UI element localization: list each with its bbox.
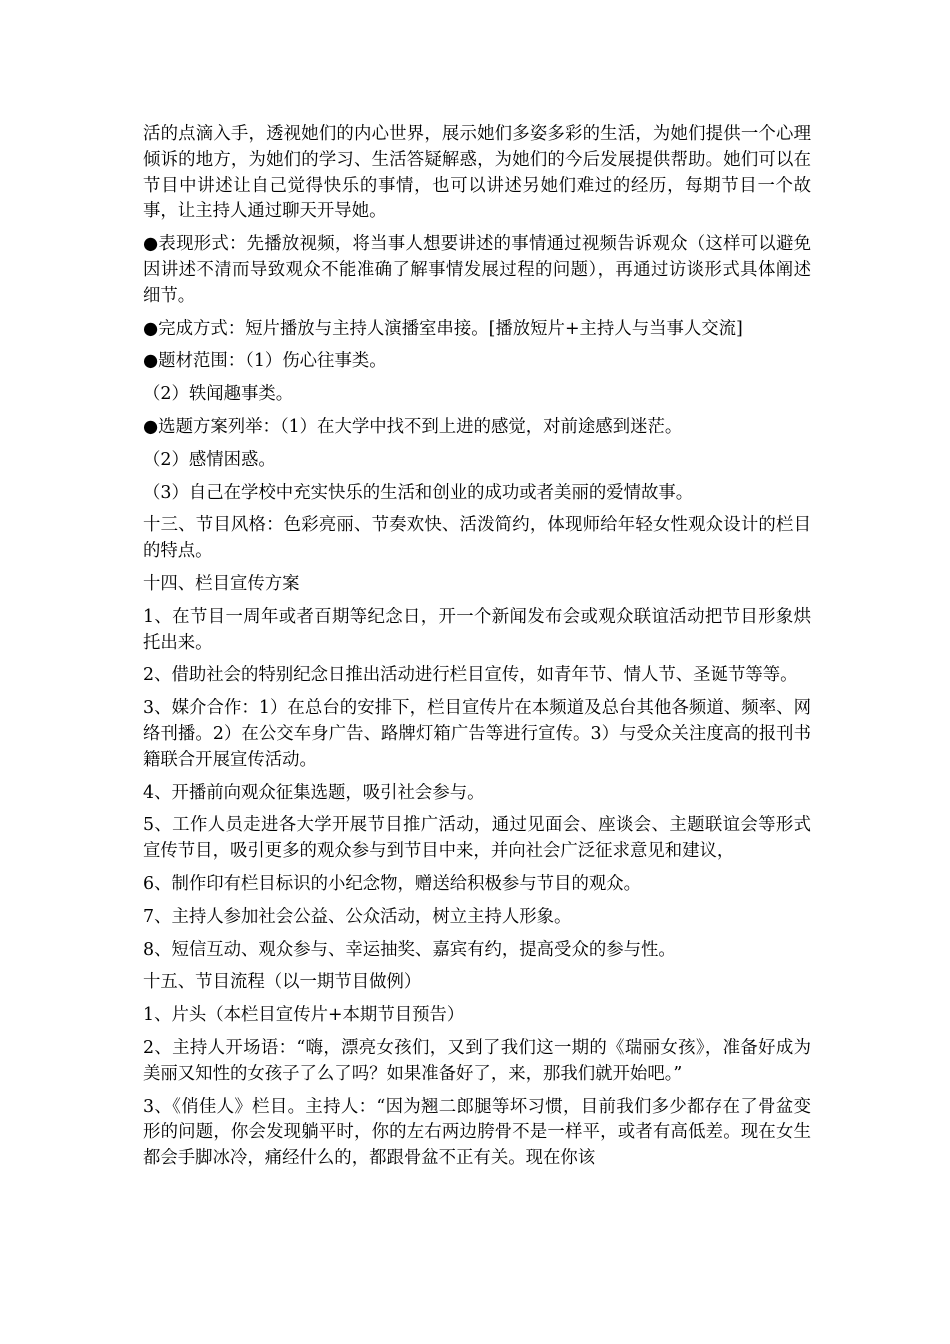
promo-item-5: 5、工作人员走进各大学开展节目推广活动，通过见面会、座谈会、主题联谊会等形式宣传节目，吸引更多的观众参与到节目中来，并向社会广泛征求意见和建议， bbox=[143, 815, 811, 862]
document-page bbox=[143, 122, 811, 1179]
promo-item-3: 3、媒介合作：1）在总台的安排下，栏目宣传片在本频道及总台其他各频道、频率、网络刊播。2）在公交车身广告、路牌灯箱广告等进行宣传。3）与受众关注度高的报刊书籍联合开展宣传活动。 bbox=[143, 698, 811, 770]
section-15-heading: 十五、节目流程（以一期节目做例） bbox=[143, 972, 422, 993]
promo-item-8: 8、短信互动、观众参与、幸运抽奖、嘉宾有约，提高受众的参与性。 bbox=[143, 939, 676, 960]
paragraph-topic-scope: ●题材范围：（1）伤心往事类。 bbox=[143, 351, 387, 372]
paragraph-topic-scope-2: （2）轶闻趣事类。 bbox=[143, 384, 294, 405]
paragraph-topic-examples-2: （2）感情困惑。 bbox=[143, 449, 276, 470]
paragraph-presentation-form: ●表现形式：先播放视频，将当事人想要讲述的事情通过视频告诉观众（这样可以避免因讲述不清而导致观众不能准确了解事情发展过程的问题），再通过访谈形式具体阐述细节。 bbox=[143, 234, 811, 306]
flow-item-2: 2、主持人开场语：“嗨，漂亮女孩们，又到了我们这一期的《瑞丽女孩》，准备好成为美丽又知性的女孩子了么了吗？如果准备好了，来，那我们就开始吧。” bbox=[143, 1037, 811, 1084]
promo-item-6: 6、制作印有栏目标识的小纪念物，赠送给积极参与节目的观众。 bbox=[143, 873, 642, 894]
section-14-heading: 十四、栏目宣传方案 bbox=[143, 573, 300, 594]
promo-item-2: 2、借助社会的特别纪念日推出活动进行栏目宣传，如青年节、情人节、圣诞节等等。 bbox=[143, 665, 798, 686]
paragraph-completion-method: ●完成方式：短片播放与主持人演播室串接。[播放短片+主持人与当事人交流] bbox=[143, 318, 743, 339]
promo-item-7: 7、主持人参加社会公益、公众活动，树立主持人形象。 bbox=[143, 906, 572, 927]
flow-item-3: 3、《俏佳人》栏目。主持人：“因为翘二郎腿等坏习惯，目前我们多少都存在了骨盆变形的问题，你会发现躺平时，你的左右两边胯骨不是一样平，或者有高低差。现在女生都会手脚冰冷，痛经什么的，都跟骨盆不正有关。现在你该 bbox=[143, 1096, 811, 1169]
promo-item-4: 4、开播前向观众征集选题，吸引社会参与。 bbox=[143, 782, 485, 803]
flow-item-1: 1、片头（本栏目宣传片+本期节目预告） bbox=[143, 1005, 465, 1026]
promo-item-1: 1、在节目一周年或者百期等纪念日，开一个新闻发布会或观众联谊活动把节目形象烘托出来。 bbox=[143, 606, 811, 653]
section-13-program-style: 十三、节目风格：色彩亮丽、节奏欢快、活泼简约，体现师给年轻女性观众设计的栏目的特点。 bbox=[143, 515, 811, 562]
paragraph-topic-examples: ●选题方案列举：（1）在大学中找不到上进的感觉，对前途感到迷茫。 bbox=[143, 416, 683, 437]
paragraph-intro-continued: 活的点滴入手，透视她们的内心世界，展示她们多姿多彩的生活，为她们提供一个心理倾诉的地方，为她们的学习、生活答疑解惑，为她们的今后发展提供帮助。她们可以在节目中讲述让自己觉得快乐的事情，也可以讲述另她们难过的经历，每期节目一个故事，让主持人通过聊天开导她。 bbox=[143, 124, 811, 222]
paragraph-topic-examples-3: （3）自己在学校中充实快乐的生活和创业的成功或者美丽的爱情故事。 bbox=[143, 482, 694, 503]
